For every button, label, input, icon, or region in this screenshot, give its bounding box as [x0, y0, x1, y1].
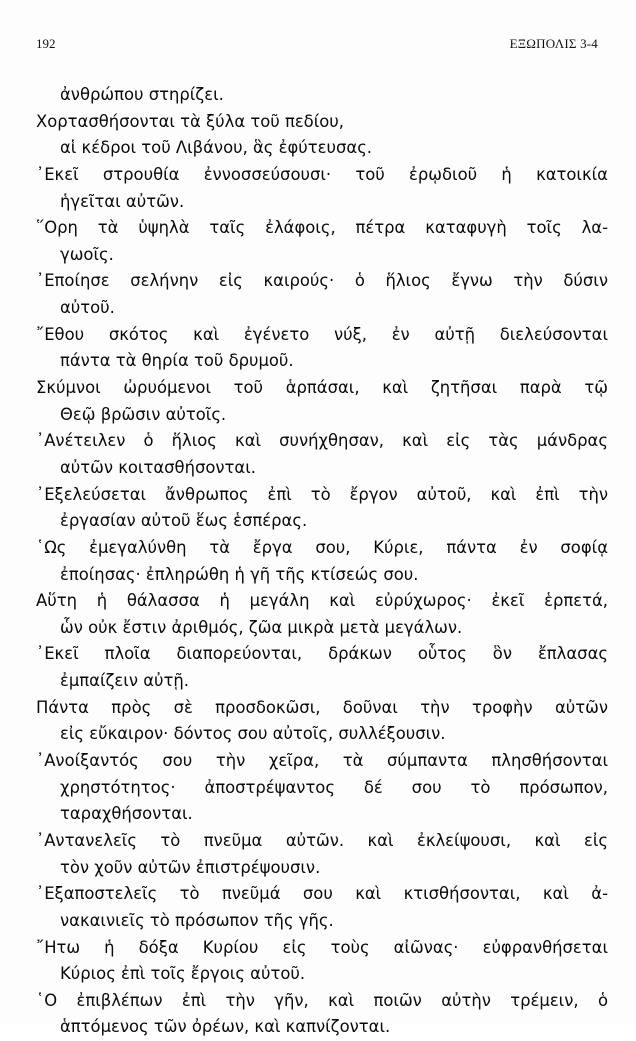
- running-title: ΕΞΩΠΟΛΙΣ 3-4: [509, 36, 598, 51]
- text-line: ἀνθρώπου στηρίζει.: [60, 85, 224, 104]
- text-line: ᾿Εξαποστελεῖς τὸ πνεῦμά σου καὶ κτισθήσονται, καὶ ἀ-: [36, 884, 608, 904]
- text-line: ἁπτόμενος τῶν ὀρέων, καὶ καπνίζονται.: [60, 1017, 391, 1037]
- text-line: γωοῖς.: [60, 244, 114, 264]
- text-line: ᾿Εκεῖ πλοῖα διαπορεύονται, δράκων οὗτος ὃν ἔπλασας: [36, 644, 608, 664]
- page-number: 192: [36, 36, 56, 51]
- text-line: ᾿Ανοίξαντός σου τὴν χεῖρα, τὰ σύμπαντα πλησθήσονται: [36, 751, 608, 771]
- text-line: Σκύμνοι ὠρυόμενοι τοῦ ἁρπάσαι, καὶ ζητῆσαι παρὰ τῷ: [36, 378, 608, 398]
- text-line: αὐτῶν κοιτασθήσονται.: [60, 457, 256, 477]
- text-line: ὧν οὐκ ἔστιν ἀριθμός, ζῶα μικρὰ μετὰ μεγάλων.: [60, 617, 463, 637]
- text-line: αἱ κέδροι τοῦ Λιβάνου, ἃς ἐφύτευσας.: [60, 138, 373, 158]
- text-line: ῎Ητω ἡ δόξα Κυρίου εἰς τοὺς αἰῶνας· εὐφρανθήσεται: [36, 937, 608, 957]
- text-line: ῎Εθου σκότος καὶ ἐγένετο νύξ, ἐν αὐτῇ διελεύσονται: [36, 324, 608, 344]
- text-line: ᾿Ανέτειλεν ὁ ἥλιος καὶ συνήχθησαν, καὶ εἰς τὰς μάνδρας: [36, 431, 608, 451]
- text-line: αὐτοῦ.: [60, 298, 115, 318]
- text-line: ᾿Εξελεύσεται ἄνθρωπος ἐπὶ τὸ ἔργον αὐτοῦ, καὶ ἐπὶ τὴν: [36, 484, 608, 504]
- text-line: πάντα τὰ θηρία τοῦ δρυμοῦ.: [60, 351, 294, 371]
- text-line: ἐποίησας· ἐπληρώθη ἡ γῆ τῆς κτίσεώς σου.: [60, 564, 419, 584]
- text-line: ῞Ορη τὰ ὑψηλὰ ταῖς ἐλάφοις, πέτρα καταφυγὴ τοῖς λα-: [36, 218, 608, 238]
- text-line: Θεῷ βρῶσιν αὐτοῖς.: [60, 404, 227, 424]
- text-line: Αὕτη ἡ θάλασσα ἡ μεγάλη καὶ εὐρύχωρος· ἐκεῖ ἑρπετά,: [36, 591, 608, 611]
- text-line: ῾Ως ἐμεγαλύνθη τὰ ἔργα σου, Κύριε, πάντα ἐν σοφίᾳ: [36, 537, 608, 557]
- text-line: χρηστότητος· ἀποστρέψαντος δέ σου τὸ πρόσωπον,: [60, 777, 608, 797]
- page-header: [36, 36, 598, 54]
- text-line: ᾿Εκεῖ στρουθία ἐννοσσεύσουσι· τοῦ ἐρῳδιοῦ ἡ κατοικία: [36, 164, 608, 184]
- text-line: ἐργασίαν αὐτοῦ ἕως ἑσπέρας.: [60, 511, 308, 531]
- text-line: ἡγεῖται αὐτῶν.: [60, 191, 185, 211]
- text-line: ταραχθήσονται.: [60, 804, 193, 824]
- text-line: νακαινιεῖς τὸ πρόσωπον τῆς γῆς.: [60, 910, 334, 930]
- text-line: ᾿Εποίησε σελήνην εἰς καιρούς· ὁ ἥλιος ἔγνω τὴν δύσιν: [36, 271, 608, 291]
- text-line: ῾Ο ἐπιβλέπων ἐπὶ τὴν γῆν, καὶ ποιῶν αὐτὴν τρέμειν, ὁ: [36, 990, 608, 1010]
- text-line: ᾿Αντανελεῖς τὸ πνεῦμα αὐτῶν. καὶ ἐκλείψουσι, καὶ εἰς: [36, 830, 608, 850]
- text-line: τὸν χοῦν αὐτῶν ἐπιστρέψουσιν.: [60, 857, 321, 877]
- psalm-text: [36, 82, 608, 1041]
- text-line: Κύριος ἐπὶ τοῖς ἔργοις αὐτοῦ.: [60, 964, 306, 984]
- text-line: εἰς εὔκαιρον· δόντος σου αὐτοῖς, συλλέξουσιν.: [60, 724, 446, 744]
- text-line: ἐμπαίζειν αὐτῇ.: [60, 671, 189, 691]
- text-line: Χορτασθήσονται τὰ ξύλα τοῦ πεδίου,: [36, 111, 344, 131]
- text-line: Πάντα πρὸς σὲ προσδοκῶσι, δοῦναι τὴν τροφὴν αὐτῶν: [36, 697, 608, 717]
